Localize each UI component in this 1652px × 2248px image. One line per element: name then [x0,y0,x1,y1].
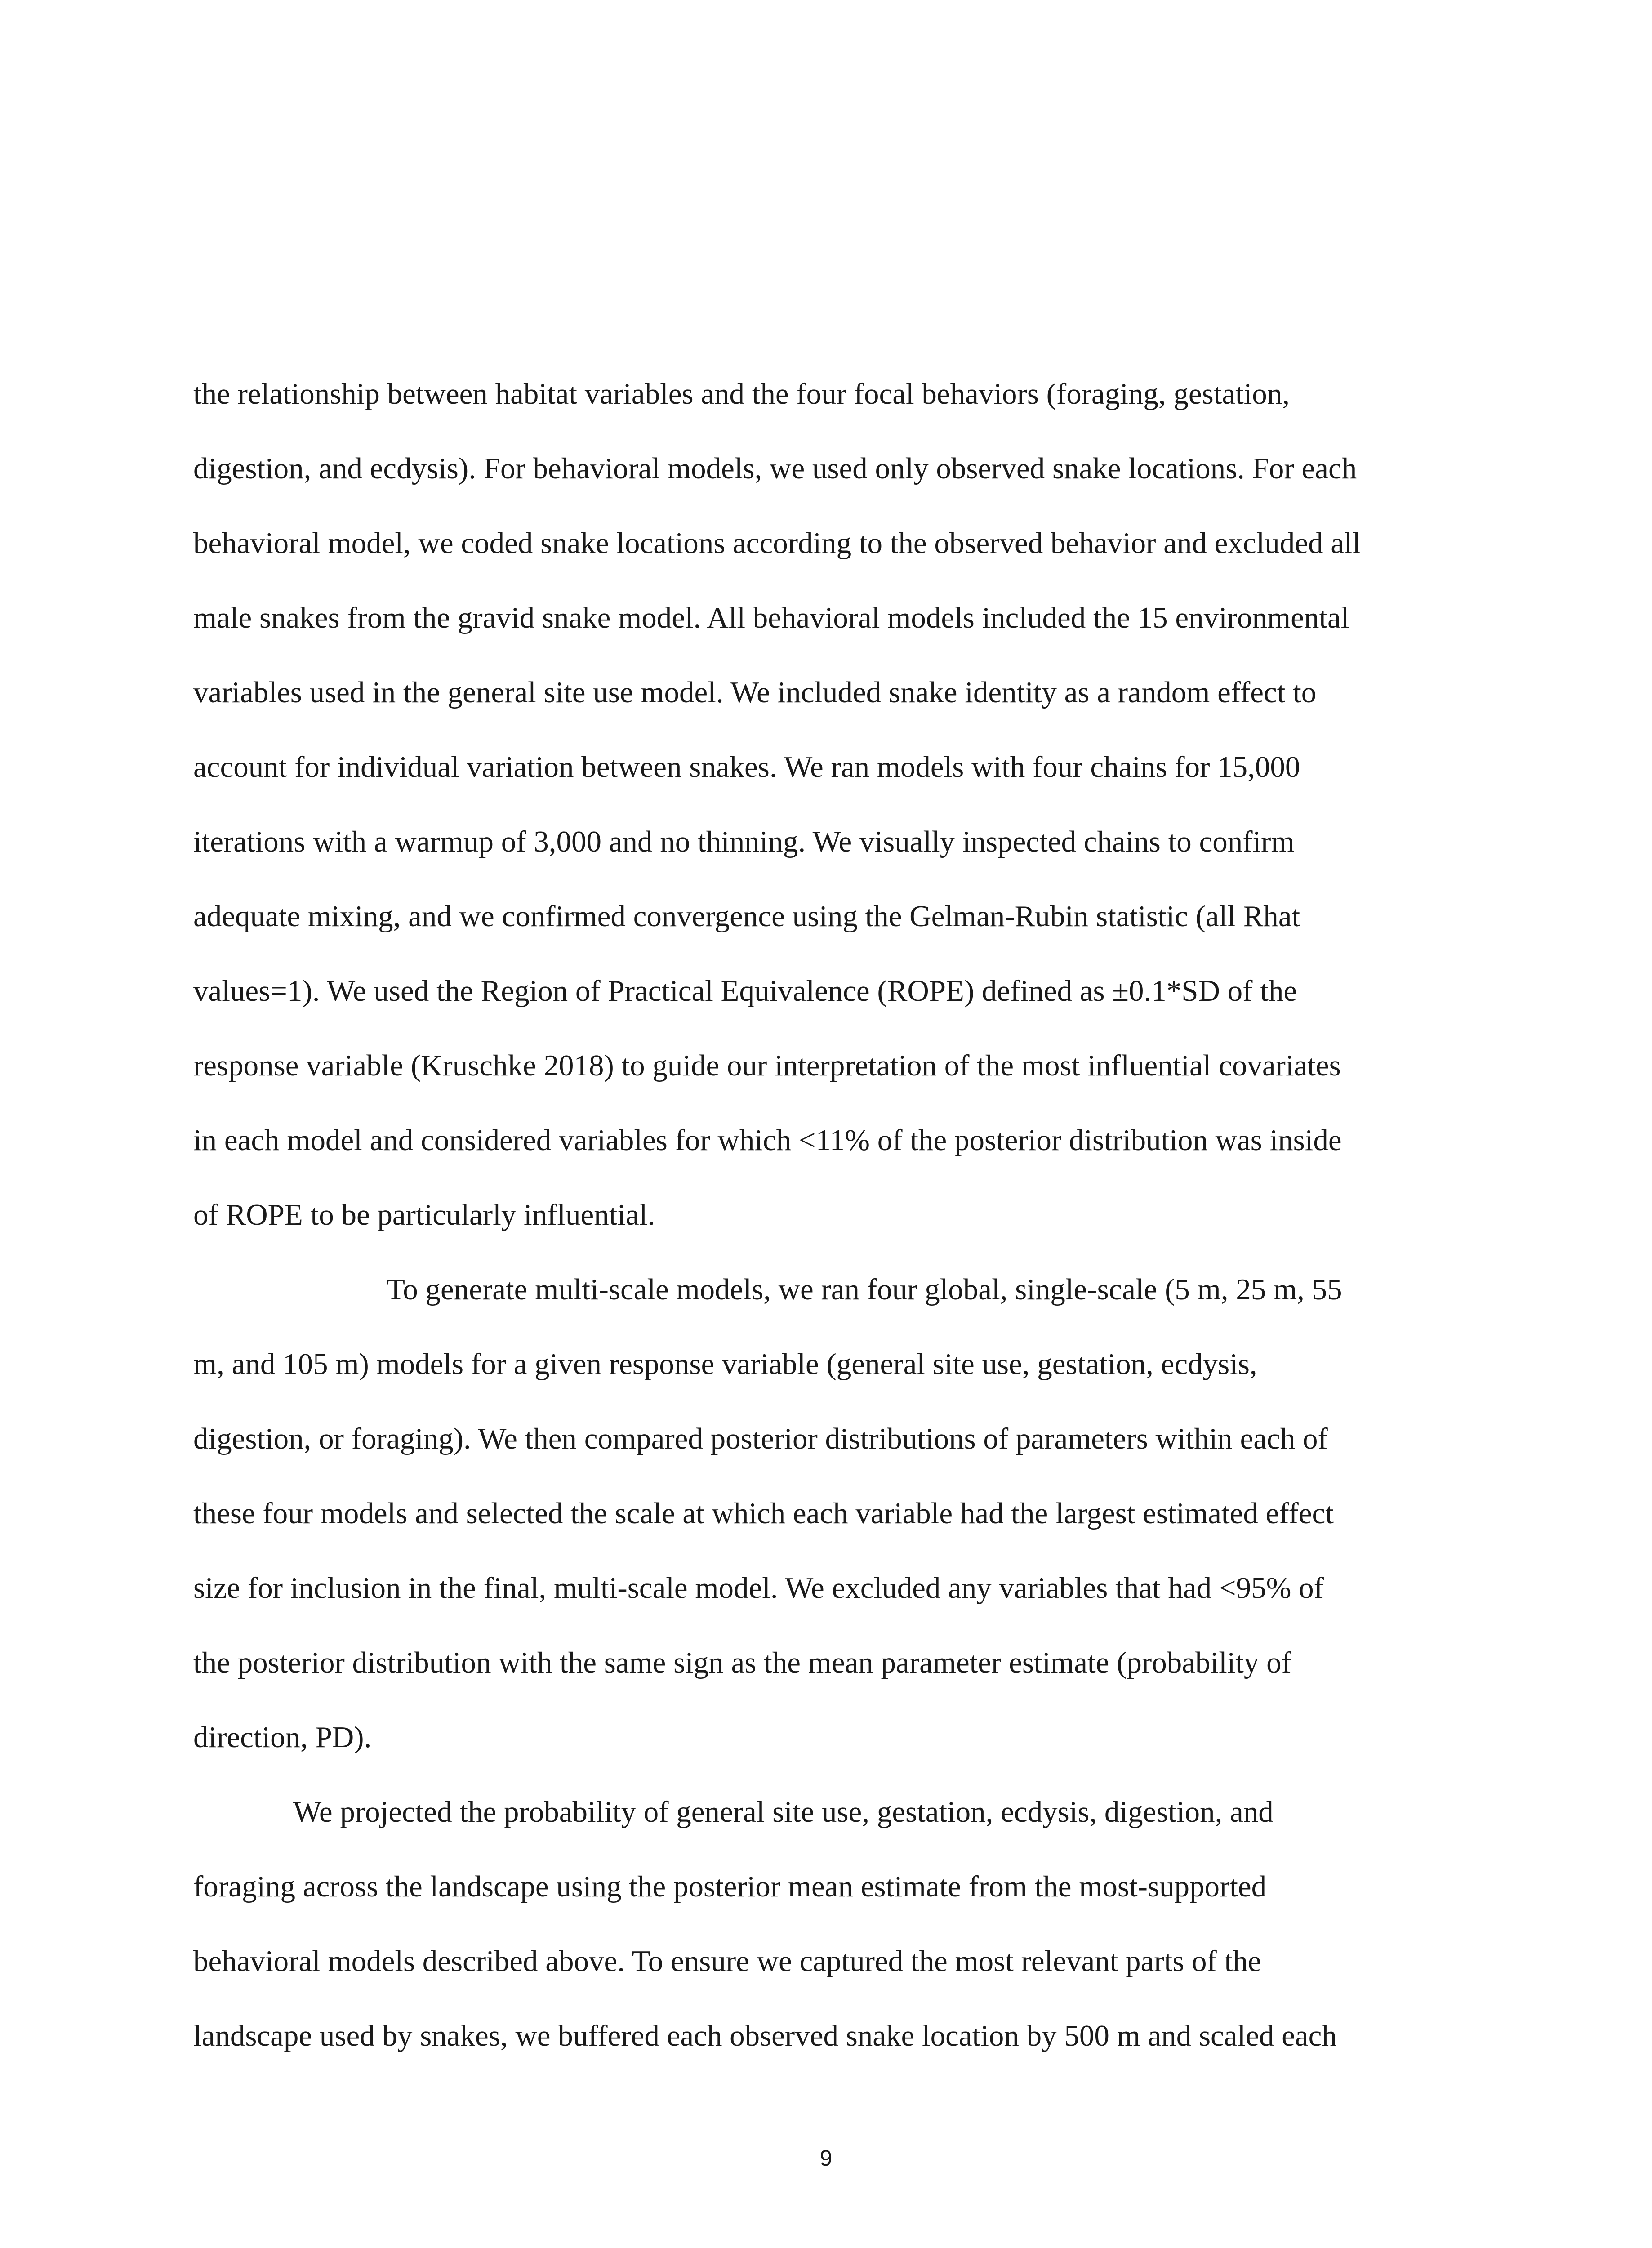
text-line: in each model and considered variables for which <11% of the posterior distribution was inside [193,1124,1342,1157]
text-line: m, and 105 m) models for a given response variable (general site use, gestation, ecdysis, [193,1347,1257,1381]
text-line: the relationship between habitat variables and the four focal behaviors (foraging, gestation, [193,377,1290,410]
text-line: foraging across the landscape using the posterior mean estimate from the most-supported [193,1870,1267,1903]
text-line: response variable (Kruschke 2018) to guide our interpretation of the most influential covariates [193,1049,1341,1082]
text-line: account for individual variation between snakes. We ran models with four chains for 15,000 [193,750,1300,784]
text-line: the posterior distribution with the same sign as the mean parameter estimate (probability of [193,1646,1291,1679]
text-line: behavioral models described above. To ensure we captured the most relevant parts of the [193,1945,1261,1978]
text-line: these four models and selected the scale at which each variable had the largest estimated effect [193,1497,1334,1530]
text-line: male snakes from the gravid snake model. All behavioral models included the 15 environmental [193,601,1349,634]
text-line: digestion, or foraging). We then compared posterior distributions of parameters within each of [193,1422,1328,1455]
text-line: of ROPE to be particularly influential. [193,1198,655,1231]
text-line: behavioral model, we coded snake locations according to the observed behavior and excluded all [193,526,1361,560]
text-line: iterations with a warmup of 3,000 and no thinning. We visually inspected chains to confirm [193,825,1295,858]
text-line: adequate mixing, and we confirmed convergence using the Gelman-Rubin statistic (all Rhat [193,900,1300,933]
text-line: direction, PD). [193,1721,372,1754]
paragraph-start-line: We projected the probability of general site use, gestation, ecdysis, digestion, and [293,1795,1274,1829]
body-text [193,357,1452,2073]
text-line: size for inclusion in the final, multi-scale model. We excluded any variables that had <95% of [193,1571,1324,1605]
text-line: digestion, and ecdysis). For behavioral models, we used only observed snake locations. For each [193,452,1357,485]
paragraph-start-line: To generate multi-scale models, we ran four global, single-scale (5 m, 25 m, 55 [387,1273,1342,1306]
text-line: landscape used by snakes, we buffered each observed snake location by 500 m and scaled each [193,2019,1337,2052]
text-line: variables used in the general site use model. We included snake identity as a random effect to [193,676,1317,709]
text-line: values=1). We used the Region of Practical Equivalence (ROPE) defined as ±0.1*SD of the [193,974,1297,1008]
page-number: 9 [819,2145,833,2171]
